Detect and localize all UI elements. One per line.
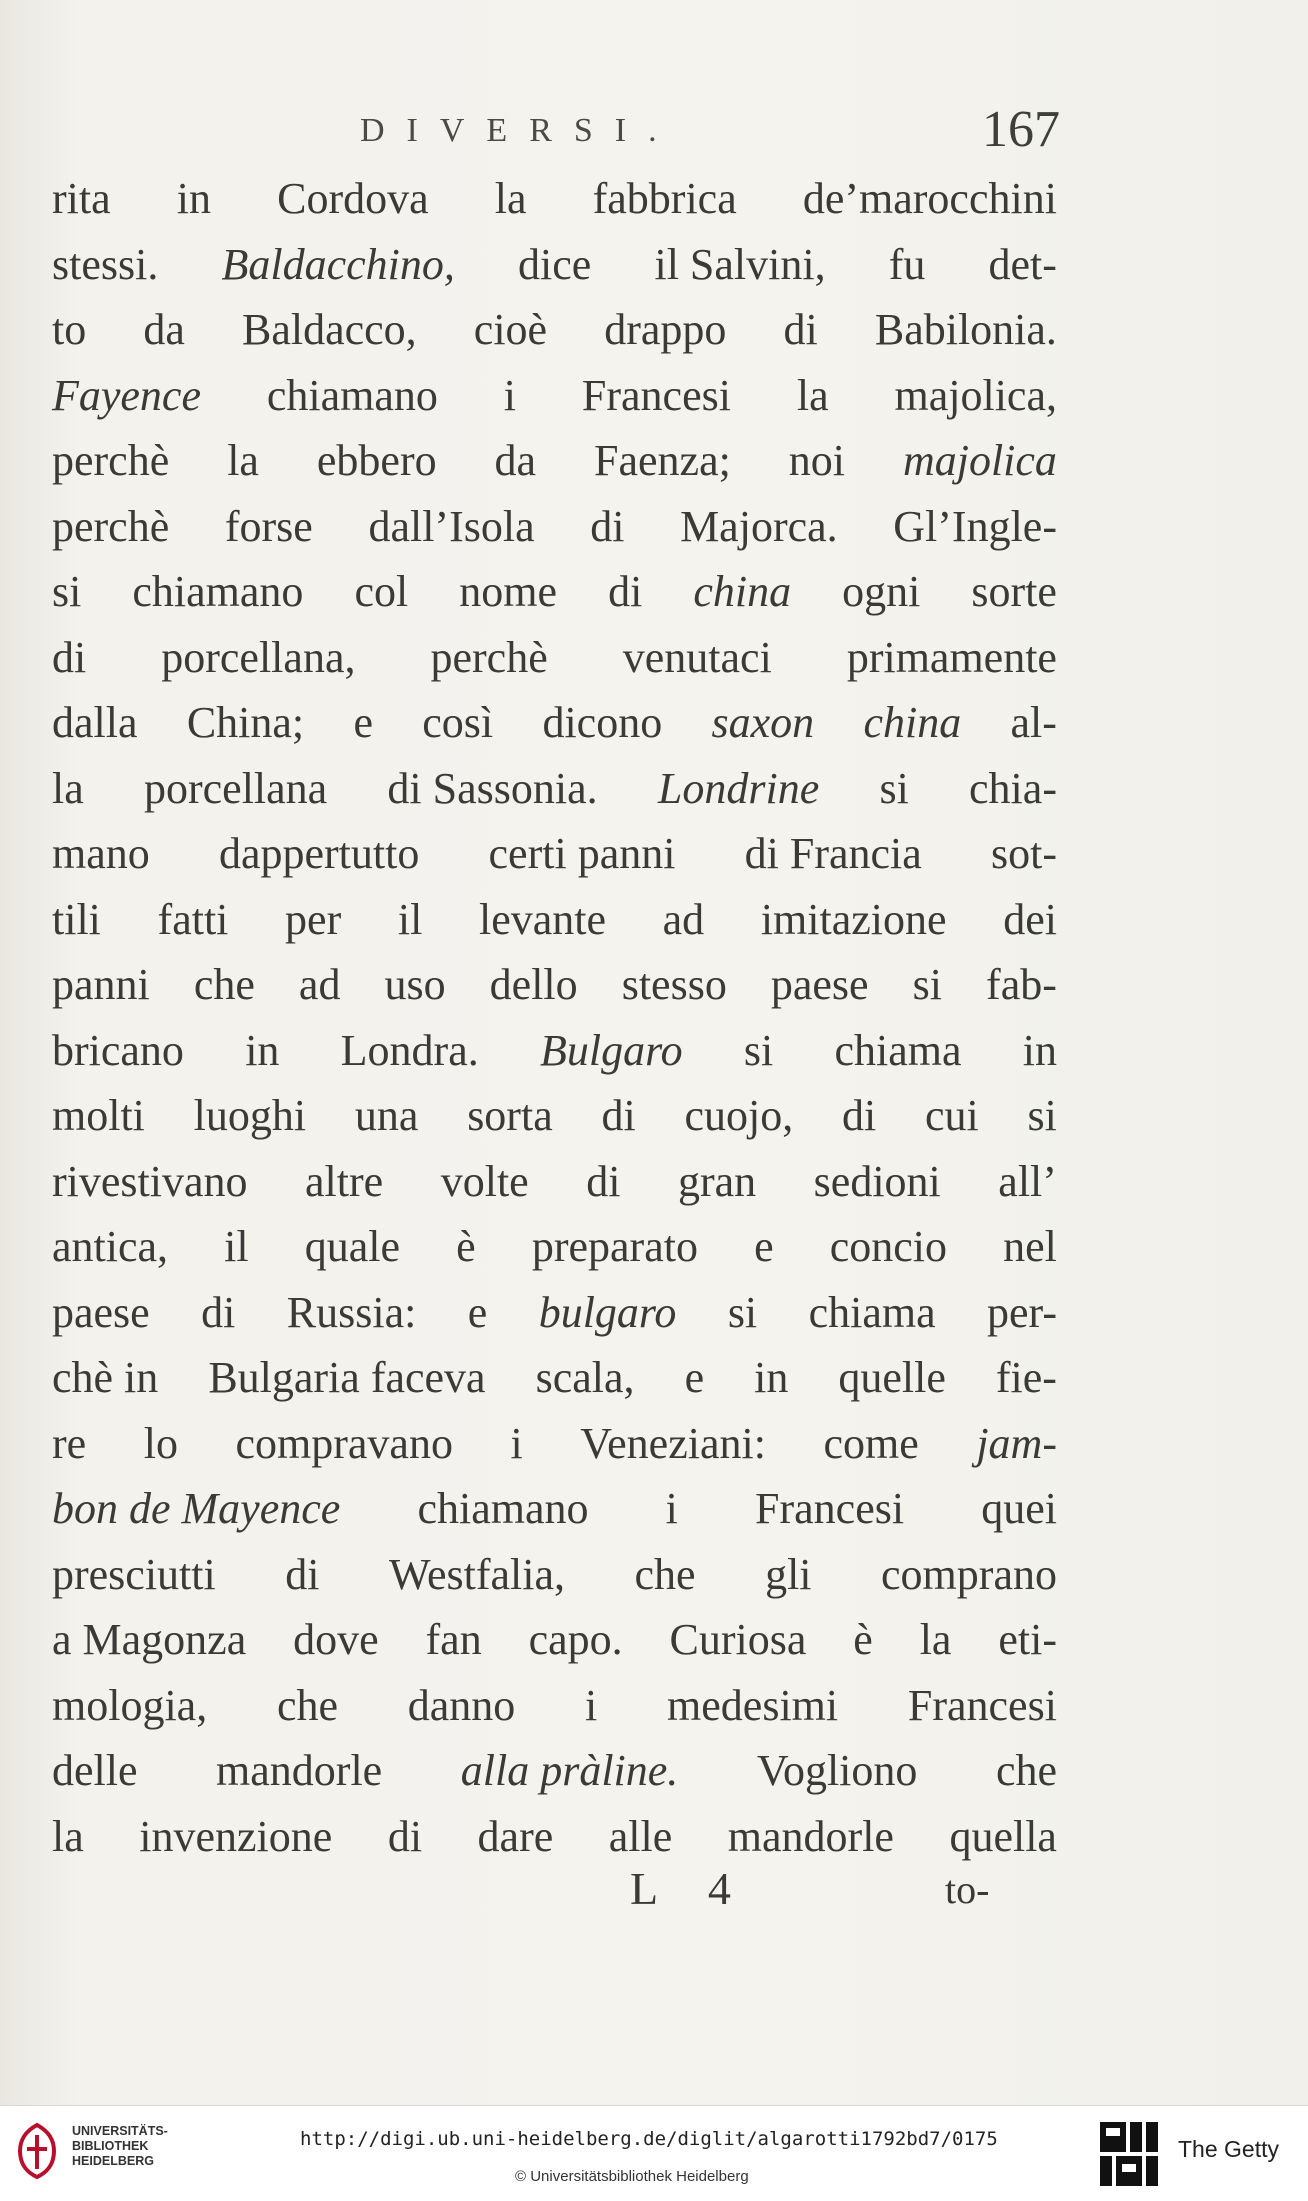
word: chiamano bbox=[266, 370, 438, 420]
university-seal-icon bbox=[12, 2121, 62, 2181]
word: sedioni bbox=[813, 1156, 941, 1206]
word: Vogliono bbox=[756, 1746, 918, 1795]
word: Francesi bbox=[581, 370, 731, 420]
word: e bbox=[467, 1287, 488, 1337]
word: gli bbox=[765, 1549, 812, 1599]
page-header bbox=[360, 101, 1060, 168]
word: che bbox=[276, 1680, 339, 1730]
word: invenzione bbox=[139, 1811, 333, 1861]
word: di bbox=[783, 305, 818, 354]
word: da bbox=[494, 436, 537, 485]
text-line bbox=[52, 690, 1057, 756]
word: i bbox=[665, 1484, 678, 1533]
word: i bbox=[503, 370, 517, 420]
word: quei bbox=[981, 1484, 1057, 1533]
text-line bbox=[52, 1411, 1057, 1477]
word: di Sassonia. bbox=[387, 763, 598, 813]
institution-line: UNIVERSITÄTS- bbox=[72, 2124, 168, 2138]
text-line bbox=[52, 1083, 1057, 1149]
text-line bbox=[52, 1149, 1057, 1215]
word: la bbox=[494, 174, 527, 223]
word: Francesi bbox=[907, 1680, 1057, 1730]
word: presciutti bbox=[52, 1549, 216, 1599]
word: Russia: bbox=[286, 1287, 417, 1337]
word: sorte bbox=[971, 567, 1057, 616]
signature-mark: L 4 bbox=[630, 1863, 751, 1914]
text-line bbox=[52, 428, 1057, 494]
word: stessi. bbox=[52, 239, 159, 289]
digitization-footer-bar bbox=[0, 2105, 1308, 2201]
text-line bbox=[52, 1542, 1057, 1608]
word: di bbox=[590, 501, 625, 551]
word: Veneziani: bbox=[580, 1418, 766, 1468]
word: chiamano bbox=[132, 567, 304, 616]
word: preparato bbox=[531, 1222, 698, 1271]
word: di bbox=[608, 567, 643, 616]
word: molti bbox=[52, 1091, 145, 1140]
word: paese bbox=[770, 960, 869, 1009]
word: to bbox=[52, 305, 87, 354]
text-line bbox=[52, 232, 1057, 298]
word: altre bbox=[305, 1156, 384, 1206]
word: si bbox=[879, 763, 909, 813]
word: concio bbox=[829, 1222, 948, 1271]
text-line bbox=[52, 363, 1057, 429]
word: stesso bbox=[621, 960, 727, 1009]
word: bulgaro bbox=[538, 1287, 677, 1337]
copyright-notice: © Universitätsbibliothek Heidelberg bbox=[515, 2168, 749, 2185]
word: Francesi bbox=[755, 1484, 905, 1533]
word: si bbox=[743, 1025, 774, 1075]
word: dare bbox=[477, 1811, 554, 1861]
word: bricano bbox=[52, 1025, 184, 1075]
word: mandorle bbox=[216, 1746, 383, 1795]
text-line bbox=[52, 1673, 1057, 1739]
word: Majorca. bbox=[680, 501, 838, 551]
word: cuojo, bbox=[684, 1091, 794, 1140]
word: delle bbox=[52, 1746, 138, 1795]
word: di bbox=[586, 1156, 621, 1206]
word: è bbox=[456, 1222, 476, 1271]
word: de’marocchini bbox=[802, 174, 1057, 223]
word: fabbrica bbox=[592, 174, 737, 223]
permalink[interactable]: http://digi.ub.uni-heidelberg.de/diglit/algarotti1792bd7/0175 bbox=[300, 2128, 998, 2150]
word: in bbox=[1022, 1025, 1057, 1075]
word: jam- bbox=[976, 1418, 1057, 1468]
word: e bbox=[353, 698, 373, 747]
word: capo. bbox=[528, 1615, 623, 1664]
word: lo bbox=[143, 1418, 178, 1468]
word: di bbox=[842, 1091, 877, 1140]
word: certi panni bbox=[488, 829, 676, 878]
word: perchè bbox=[52, 436, 170, 485]
getty-name: The Getty bbox=[1178, 2136, 1279, 2162]
word: ad bbox=[662, 894, 705, 944]
text-line bbox=[52, 1804, 1057, 1870]
word: majolica, bbox=[894, 370, 1057, 420]
text-line bbox=[52, 625, 1057, 691]
word: che bbox=[995, 1746, 1057, 1795]
word: in bbox=[245, 1025, 280, 1075]
word: Gl’Ingle- bbox=[893, 501, 1057, 551]
word: chiama bbox=[834, 1025, 962, 1075]
word: medesimi bbox=[667, 1680, 839, 1730]
word: Curiosa bbox=[669, 1615, 807, 1664]
text-line bbox=[52, 952, 1057, 1018]
word: il Salvini, bbox=[654, 239, 826, 289]
word: così bbox=[422, 698, 494, 747]
word: chia- bbox=[969, 763, 1057, 813]
word: dice bbox=[518, 239, 592, 289]
word: i bbox=[585, 1680, 598, 1730]
word: dalla bbox=[52, 698, 138, 747]
word: la bbox=[52, 763, 84, 813]
institution-line: BIBLIOTHEK bbox=[72, 2139, 149, 2153]
word: di bbox=[601, 1091, 636, 1140]
word: come bbox=[823, 1418, 919, 1468]
word: a Magonza bbox=[52, 1615, 247, 1664]
word: Cordova bbox=[277, 174, 429, 223]
word: fan bbox=[425, 1615, 482, 1664]
institution-line: HEIDELBERG bbox=[72, 2154, 154, 2168]
word: porcellana, bbox=[161, 632, 356, 682]
word: dove bbox=[293, 1615, 379, 1664]
word: per bbox=[285, 894, 342, 944]
text-line bbox=[52, 297, 1057, 363]
getty-logo-icon bbox=[1098, 2120, 1160, 2188]
page-footer bbox=[0, 1862, 1308, 1932]
word: imitazione bbox=[760, 894, 947, 944]
word: che bbox=[634, 1549, 696, 1599]
page-number: 167 bbox=[982, 101, 1060, 158]
word: Baldacco, bbox=[241, 305, 417, 354]
word: alla pràline. bbox=[460, 1746, 679, 1795]
word: rita bbox=[52, 174, 111, 223]
word: majolica bbox=[902, 436, 1057, 485]
word: la bbox=[227, 436, 259, 485]
word: al- bbox=[1010, 698, 1057, 747]
word: Faenza; bbox=[594, 436, 731, 485]
text-line bbox=[52, 1280, 1057, 1346]
word: forse bbox=[224, 501, 313, 551]
word: dicono bbox=[542, 698, 663, 747]
word: eti- bbox=[998, 1615, 1057, 1664]
word: bon de Mayence bbox=[52, 1484, 341, 1533]
word: sorta bbox=[467, 1091, 553, 1140]
word: si bbox=[727, 1287, 758, 1337]
word: Baldacchino, bbox=[221, 239, 455, 289]
word: si bbox=[912, 960, 942, 1009]
text-line bbox=[52, 756, 1057, 822]
word: paese bbox=[52, 1287, 150, 1337]
word: nel bbox=[1003, 1222, 1057, 1271]
word: di bbox=[52, 632, 87, 682]
word: Westfalia, bbox=[388, 1549, 566, 1599]
word: saxon bbox=[711, 698, 815, 747]
word: compravano bbox=[235, 1418, 453, 1468]
word: antica, bbox=[52, 1222, 169, 1271]
word: Babilonia. bbox=[874, 305, 1057, 354]
word: nome bbox=[459, 567, 558, 616]
word: in bbox=[754, 1353, 789, 1402]
catchword: to- bbox=[945, 1867, 990, 1912]
word: si bbox=[1027, 1091, 1057, 1140]
word: cui bbox=[925, 1091, 979, 1140]
word: all’ bbox=[998, 1156, 1057, 1206]
word: Londra. bbox=[340, 1025, 479, 1075]
word: perchè bbox=[52, 501, 170, 551]
body-text bbox=[52, 166, 1057, 1869]
word: la bbox=[919, 1615, 952, 1664]
word: di bbox=[285, 1549, 320, 1599]
word: re bbox=[52, 1418, 87, 1468]
word: il bbox=[397, 894, 423, 944]
word: i bbox=[510, 1418, 523, 1468]
word: da bbox=[143, 305, 185, 354]
word: scala, bbox=[535, 1353, 635, 1402]
word: quella bbox=[949, 1811, 1057, 1861]
word: ogni bbox=[842, 567, 921, 616]
text-line bbox=[52, 494, 1057, 560]
text-line bbox=[52, 559, 1057, 625]
word: e bbox=[684, 1353, 705, 1402]
word: di bbox=[201, 1287, 236, 1337]
word: il bbox=[224, 1222, 249, 1271]
word: chiamano bbox=[417, 1484, 589, 1533]
word: luoghi bbox=[193, 1091, 307, 1140]
word: dello bbox=[489, 960, 578, 1009]
word: china bbox=[863, 698, 962, 747]
word: China; bbox=[186, 698, 305, 747]
word: primamente bbox=[846, 632, 1057, 682]
text-line bbox=[52, 1476, 1057, 1542]
word: chè in bbox=[52, 1353, 159, 1402]
word: quelle bbox=[838, 1353, 946, 1402]
word: mano bbox=[52, 829, 150, 878]
text-line bbox=[52, 1214, 1057, 1280]
word: si bbox=[52, 567, 82, 616]
word: det- bbox=[988, 239, 1057, 289]
text-line bbox=[52, 887, 1057, 953]
running-head: DIVERSI. bbox=[360, 112, 679, 149]
text-line bbox=[52, 1345, 1057, 1411]
text-line bbox=[52, 166, 1057, 232]
word: dei bbox=[1003, 894, 1057, 944]
word: Londrine bbox=[657, 763, 820, 813]
word: Bulgaria faceva bbox=[208, 1353, 486, 1402]
word: panni bbox=[52, 960, 150, 1009]
word: ebbero bbox=[316, 436, 437, 485]
word: quale bbox=[304, 1222, 401, 1271]
word: la bbox=[52, 1811, 84, 1861]
word: Bulgaro bbox=[539, 1025, 683, 1075]
word: perchè bbox=[430, 632, 548, 682]
word: dappertutto bbox=[218, 829, 420, 878]
word: volte bbox=[440, 1156, 529, 1206]
word: alle bbox=[608, 1811, 673, 1861]
word: fu bbox=[888, 239, 926, 289]
institution-name bbox=[72, 2124, 168, 2169]
word: in bbox=[176, 174, 211, 223]
word: tili bbox=[52, 894, 101, 944]
word: mandorle bbox=[727, 1811, 894, 1861]
word: china bbox=[693, 567, 792, 616]
word: ad bbox=[298, 960, 341, 1009]
word: levante bbox=[478, 894, 607, 944]
word: fatti bbox=[157, 894, 229, 944]
word: che bbox=[193, 960, 255, 1009]
word: noi bbox=[788, 436, 845, 485]
text-line bbox=[52, 1738, 1057, 1804]
word: cioè bbox=[473, 305, 548, 354]
word: venutaci bbox=[622, 632, 772, 682]
word: comprano bbox=[881, 1549, 1057, 1599]
word: e bbox=[754, 1222, 774, 1271]
word: gran bbox=[677, 1156, 757, 1206]
text-line bbox=[52, 821, 1057, 887]
word: dall’Isola bbox=[368, 501, 535, 551]
word: col bbox=[354, 567, 409, 616]
text-line bbox=[52, 1607, 1057, 1673]
word: fie- bbox=[995, 1353, 1057, 1402]
word: per- bbox=[987, 1287, 1057, 1337]
word: drappo bbox=[604, 305, 727, 354]
word: Fayence bbox=[52, 370, 201, 420]
word: la bbox=[796, 370, 829, 420]
word: uso bbox=[384, 960, 446, 1009]
word: di bbox=[387, 1811, 423, 1861]
word: mologia, bbox=[52, 1680, 208, 1730]
word: danno bbox=[407, 1680, 516, 1730]
word: è bbox=[853, 1615, 873, 1664]
word: chiama bbox=[808, 1287, 936, 1337]
text-line bbox=[52, 1018, 1057, 1084]
word: una bbox=[354, 1091, 419, 1140]
word: di Francia bbox=[744, 829, 922, 878]
word: rivestivano bbox=[52, 1156, 248, 1206]
word: fab- bbox=[986, 960, 1057, 1009]
word: porcellana bbox=[143, 763, 328, 813]
word: sot- bbox=[991, 829, 1057, 878]
